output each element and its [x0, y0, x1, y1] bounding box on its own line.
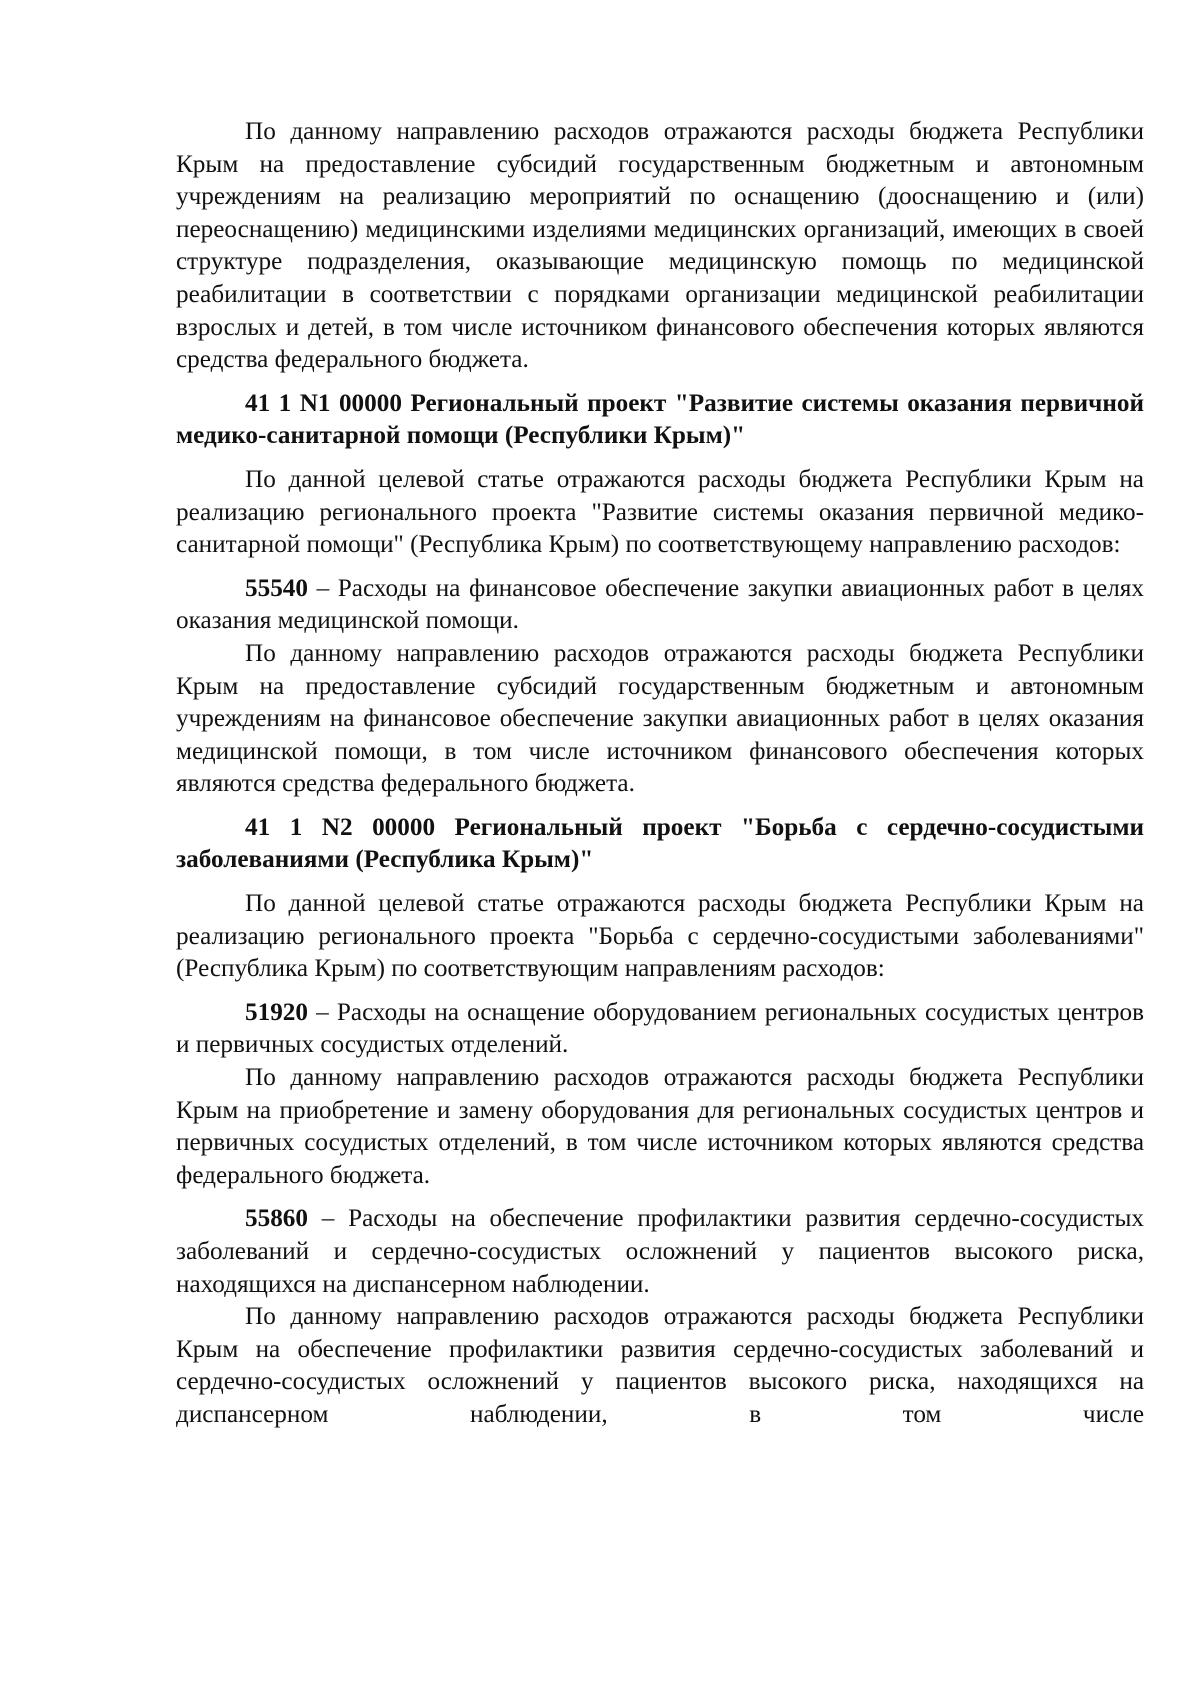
- paragraph-rehabilitation-equipment: По данному направлению расходов отражаются расходы бюджета Республики Крым на предоставление субсидий государственным бюджетным и автономным учреждениям на реализацию мероприятий по оснащению (дооснащению и (или) переоснащению) медицинскими изделиями медицинских организаций, имеющих в своей структуре подразделения, оказывающие медицинскую помощь по медицинской реабилитации в соответствии с порядками организации медицинской реабилитации взрослых и детей, в том числе источником финансового обеспечения которых являются средства федерального бюджета.: [176, 118, 1144, 374]
- expense-item-55860: [176, 1203, 1144, 1301]
- expense-code: 55540: [245, 574, 308, 602]
- paragraph-cardiovascular-description: По данной целевой статье отражаются расходы бюджета Республики Крым на реализацию регионального проекта "Борьба с сердечно-сосудистыми заболеваниями" (Республика Крым) по соответствующим направлениям расходов:: [176, 890, 1144, 983]
- expense-title: – Расходы на финансовое обеспечение закупки авиационных работ в целях оказания медицинской помощи.: [176, 574, 1144, 635]
- paragraph-aviation-works: По данному направлению расходов отражаются расходы бюджета Республики Крым на предоставление субсидий государственным бюджетным и автономным учреждениям на финансовое обеспечение закупки авиационных работ в целях оказания медицинской помощи, в том числе источником финансового обеспечения которых являются средства федерального бюджета.: [176, 639, 1144, 798]
- expense-code: 55860: [245, 1205, 308, 1233]
- expense-title: – Расходы на оснащение оборудованием региональных сосудистых центров и первичных сосудистых отделений.: [176, 998, 1144, 1059]
- expense-item-51920: [176, 997, 1144, 1062]
- paragraph-primary-care-description: По данной целевой статье отражаются расходы бюджета Республики Крым на реализацию регионального проекта "Развитие системы оказания первичной медико-санитарной помощи" (Республика Крым) по соответствующему направлению расходов:: [176, 465, 1144, 559]
- heading-primary-care-project: 41 1 N1 00000 Региональный проект "Развитие системы оказания первичной медико-санитарной помощи (Республики Крым)": [176, 389, 1144, 450]
- paragraph-cardiovascular-prevention: По данному направлению расходов отражаются расходы бюджета Республики Крым на обеспечение профилактики развития сердечно-сосудистых заболеваний и сердечно-сосудистых осложнений у пациентов высокого риска, находящихся на диспансерном наблюдении, в том числе: [176, 1303, 1144, 1428]
- paragraph-vascular-centers-equipment: По данному направлению расходов отражаются расходы бюджета Республики Крым на приобретение и замену оборудования для региональных сосудистых центров и первичных сосудистых отделений, в том числе источником которых являются средства федерального бюджета.: [176, 1064, 1144, 1189]
- expense-item-55540: [176, 573, 1144, 638]
- expense-title: – Расходы на обеспечение профилактики развития сердечно-сосудистых заболеваний и сердечно-сосудистых осложнений у пациентов высокого риска, находящихся на диспансерном наблюдении.: [176, 1205, 1144, 1298]
- heading-cardiovascular-project: 41 1 N2 00000 Региональный проект "Борьба с сердечно-сосудистыми заболеваниями (Республика Крым)": [176, 813, 1144, 874]
- expense-code: 51920: [245, 998, 308, 1026]
- document-body: [176, 116, 1144, 1432]
